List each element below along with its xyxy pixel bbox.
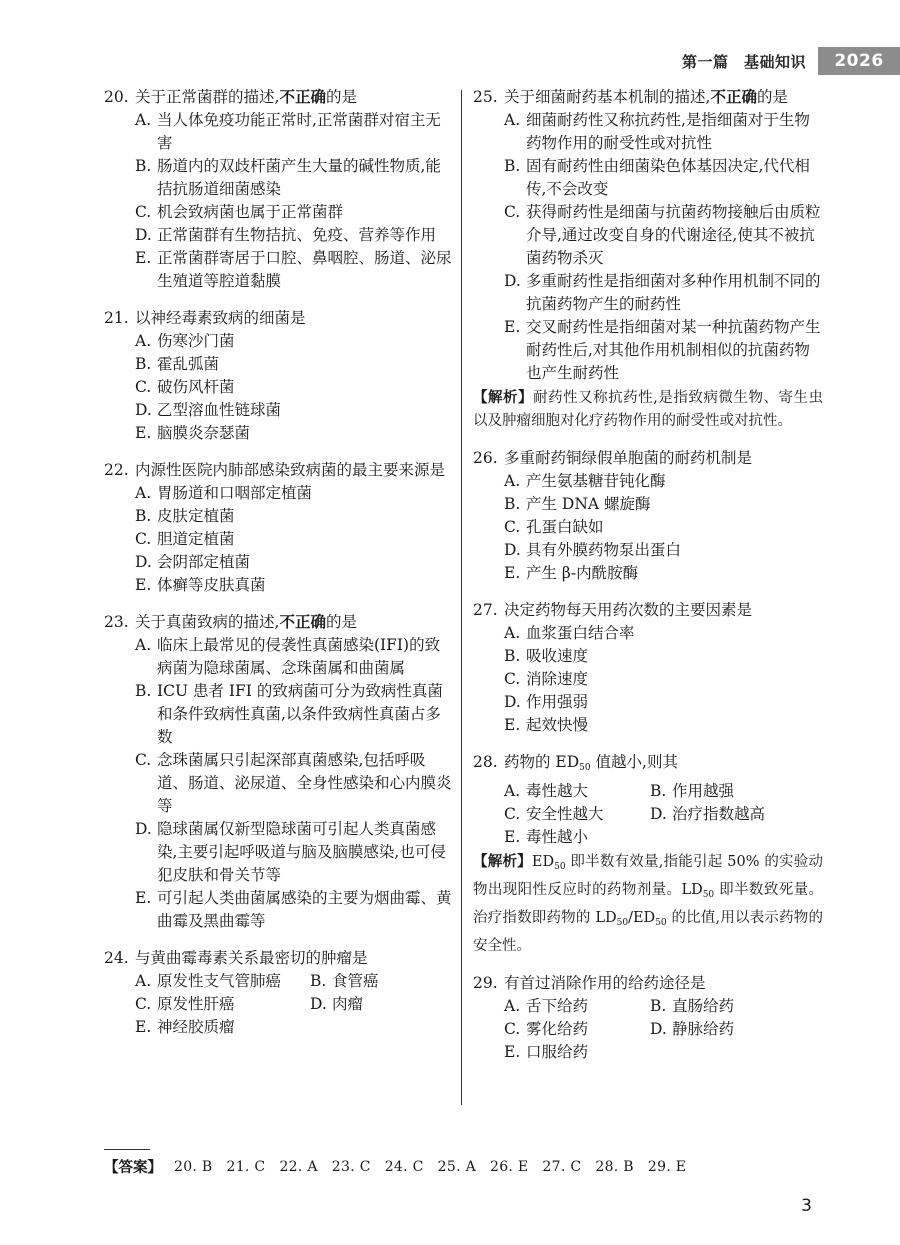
option-a: A. 舌下给药: [504, 997, 589, 1015]
option-d: D. 静脉给药: [650, 1020, 735, 1038]
option-c: C. 获得耐药性是细菌与抗菌药物接触后由质粒介导,通过改变自身的代谢途径,使其不被抗菌药物杀灭: [504, 203, 821, 267]
right-column: [473, 86, 823, 1078]
question-number: 25.: [473, 88, 498, 106]
option-row: [473, 803, 823, 826]
analysis-block: [473, 851, 823, 958]
analysis-text: $ED_{50}$ 即半数有效量,指能引起 50% 的实验动物出现阳性反应时的药物剂量。$LD_{50}$ 即半数致死量。治疗指数即药物的 $LD_{50}/ED_{50}$ 的比值,用以表示药物的安全性。: [473, 854, 823, 954]
option-d: D. 治疗指数越高: [650, 805, 766, 823]
option-e: E. 毒性越小: [504, 828, 589, 846]
question-21: [104, 307, 454, 445]
answer-item: 25. A: [437, 1158, 476, 1175]
option-e: E. 起效快慢: [504, 716, 589, 734]
option-row: [473, 780, 823, 803]
page-header: [682, 47, 900, 75]
option-d: D. 隐球菌属仅新型隐球菌可引起人类真菌感染,主要引起呼吸道与脑及脑膜感染,也可侵犯皮肤和骨关节等: [135, 820, 446, 884]
option-a: A. 产生氨基糖苷钝化酶: [504, 472, 666, 490]
option-b: B. 皮肤定植菌: [135, 507, 235, 525]
option-b: B. 作用越强: [650, 782, 735, 800]
option-e: E. 交叉耐药性是指细菌对某一种抗菌药物产生耐药性后,对其他作用机制相似的抗菌药物也产生耐药性: [504, 318, 821, 382]
option-row: [104, 993, 454, 1016]
answer-item: 26. E: [489, 1158, 529, 1175]
option-c: C. 念珠菌属只引起深部真菌感染,包括呼吸道、肠道、泌尿道、全身性感染和心内膜炎等: [135, 751, 452, 815]
answer-item: 29. E: [647, 1158, 687, 1175]
option-b: B. ICU 患者 IFI 的致病菌可分为致病性真菌和条件致病性真菌,以条件致病性真菌占多数: [135, 682, 443, 746]
option-c: C. 胆道定植菌: [135, 530, 235, 548]
option-a: A. 胃肠道和口咽部定植菌: [135, 484, 313, 502]
option-e: E. 体癣等皮肤真菌: [135, 576, 266, 594]
question-number: 26.: [473, 449, 498, 467]
option-d: D. 作用强弱: [504, 693, 589, 711]
option-e: E. 脑膜炎奈瑟菌: [135, 424, 251, 442]
option-e: E. 产生 β-内酰胺酶: [504, 564, 639, 582]
option-a: A. 毒性越大: [504, 782, 589, 800]
question-stem: 关于正常菌群的描述,不正确的是: [135, 88, 357, 106]
question-stem: 关于真菌致病的描述,不正确的是: [135, 613, 357, 631]
analysis-label: 【解析】: [473, 854, 532, 870]
option-d: D. 具有外膜药物泵出蛋白: [504, 541, 682, 559]
option-a: A. 血浆蛋白结合率: [504, 624, 635, 642]
analysis-text: 耐药性又称抗药性,是指致病微生物、寄生虫以及肿瘤细胞对化疗药物作用的耐受性或对抗性。: [473, 390, 824, 429]
question-stem: 多重耐药铜绿假单胞菌的耐药机制是: [504, 449, 753, 467]
question-27: [473, 599, 823, 737]
option-b: B. 产生 DNA 螺旋酶: [504, 495, 651, 513]
option-e: E. 可引起人类曲菌属感染的主要为烟曲霉、黄曲霉及黑曲霉等: [135, 889, 452, 930]
question-29: [473, 972, 823, 1064]
option-d: D. 会阴部定植菌: [135, 553, 251, 571]
option-b: B. 霍乱弧菌: [135, 355, 220, 373]
answer-item: 24. C: [384, 1158, 424, 1175]
question-number: 24.: [104, 949, 129, 967]
question-stem: 内源性医院内肺部感染致病菌的最主要来源是: [135, 461, 446, 479]
section-title: 第一篇 基础知识: [681, 52, 806, 71]
option-b: B. 吸收速度: [504, 647, 589, 665]
question-stem: 有首过消除作用的给药途径是: [504, 974, 706, 992]
option-b: B. 固有耐药性由细菌染色体基因决定,代代相传,不会改变: [504, 157, 810, 198]
question-20: [104, 86, 454, 293]
answer-item: 23. C: [331, 1158, 371, 1175]
option-a: A. 临床上最常见的侵袭性真菌感染(IFI)的致病菌为隐球菌属、念珠菌属和曲菌属: [135, 636, 441, 677]
left-column: [104, 86, 454, 1053]
option-c: C. 机会致病菌也属于正常菌群: [135, 203, 344, 221]
question-22: [104, 459, 454, 597]
answer-item: 21. C: [226, 1158, 266, 1175]
option-b: B. 直肠给药: [650, 997, 735, 1015]
option-a: A. 原发性支气管肺癌: [135, 972, 282, 990]
option-b: B. 肠道内的双歧杆菌产生大量的碱性物质,能拮抗肠道细菌感染: [135, 157, 441, 198]
question-23: [104, 611, 454, 933]
answer-item: 22. A: [279, 1158, 318, 1175]
question-stem: 以神经毒素致病的细菌是: [135, 309, 306, 327]
option-c: C. 安全性越大: [504, 805, 604, 823]
analysis-label: 【解析】: [473, 390, 534, 406]
analysis-block: [473, 387, 823, 433]
question-28: [473, 751, 823, 958]
page-number: 3: [801, 1196, 812, 1216]
question-26: [473, 447, 823, 585]
question-number: 28.: [473, 753, 498, 771]
option-c: C. 原发性肝癌: [135, 995, 235, 1013]
option-a: A. 当人体免疫功能正常时,正常菌群对宿主无害: [135, 111, 441, 152]
question-number: 21.: [104, 309, 129, 327]
question-number: 20.: [104, 88, 129, 106]
option-a: A. 细菌耐药性又称抗药性,是指细菌对于生物药物作用的耐受性或对抗性: [504, 111, 810, 152]
option-a: A. 伤寒沙门菌: [135, 332, 235, 350]
option-d: D. 多重耐药性是指细菌对多种作用机制不同的抗菌药物产生的耐药性: [504, 272, 821, 313]
question-stem: 决定药物每天用药次数的主要因素是: [504, 601, 753, 619]
question-stem: 关于细菌耐药基本机制的描述,不正确的是: [504, 88, 788, 106]
question-25: [473, 86, 823, 433]
answer-key: [104, 1156, 700, 1177]
option-e: E. 口服给药: [504, 1043, 589, 1061]
question-stem: 药物的 $ED_{50}$ 值越小,则其: [504, 753, 678, 773]
column-divider: [461, 90, 462, 1105]
option-e: E. 神经胶质瘤: [135, 1018, 235, 1036]
option-c: C. 破伤风杆菌: [135, 378, 235, 396]
option-d: D. 乙型溶血性链球菌: [135, 401, 282, 419]
option-c: C. 消除速度: [504, 670, 589, 688]
option-d: D. 正常菌群有生物拮抗、免疫、营养等作用: [135, 226, 437, 244]
answer-key-label: 【答案】: [104, 1160, 162, 1176]
answer-item: 20. B: [174, 1158, 213, 1175]
answer-item: 27. C: [542, 1158, 582, 1175]
year-tab: 2026: [818, 47, 900, 75]
option-row: [104, 970, 454, 993]
option-row: [473, 995, 823, 1018]
answer-item: 28. B: [595, 1158, 634, 1175]
option-c: C. 孔蛋白缺如: [504, 518, 604, 536]
question-stem: 与黄曲霉毒素关系最密切的肿瘤是: [135, 949, 368, 967]
footnote-rule: [104, 1149, 150, 1150]
option-e: E. 正常菌群寄居于口腔、鼻咽腔、肠道、泌尿生殖道等腔道黏膜: [135, 249, 452, 290]
question-number: 23.: [104, 613, 129, 631]
option-d: D. 肉瘤: [310, 995, 364, 1013]
question-24: [104, 947, 454, 1039]
option-row: [473, 1018, 823, 1041]
question-number: 29.: [473, 974, 498, 992]
option-b: B. 食管癌: [310, 972, 379, 990]
question-number: 22.: [104, 461, 129, 479]
question-number: 27.: [473, 601, 498, 619]
option-c: C. 雾化给药: [504, 1020, 589, 1038]
